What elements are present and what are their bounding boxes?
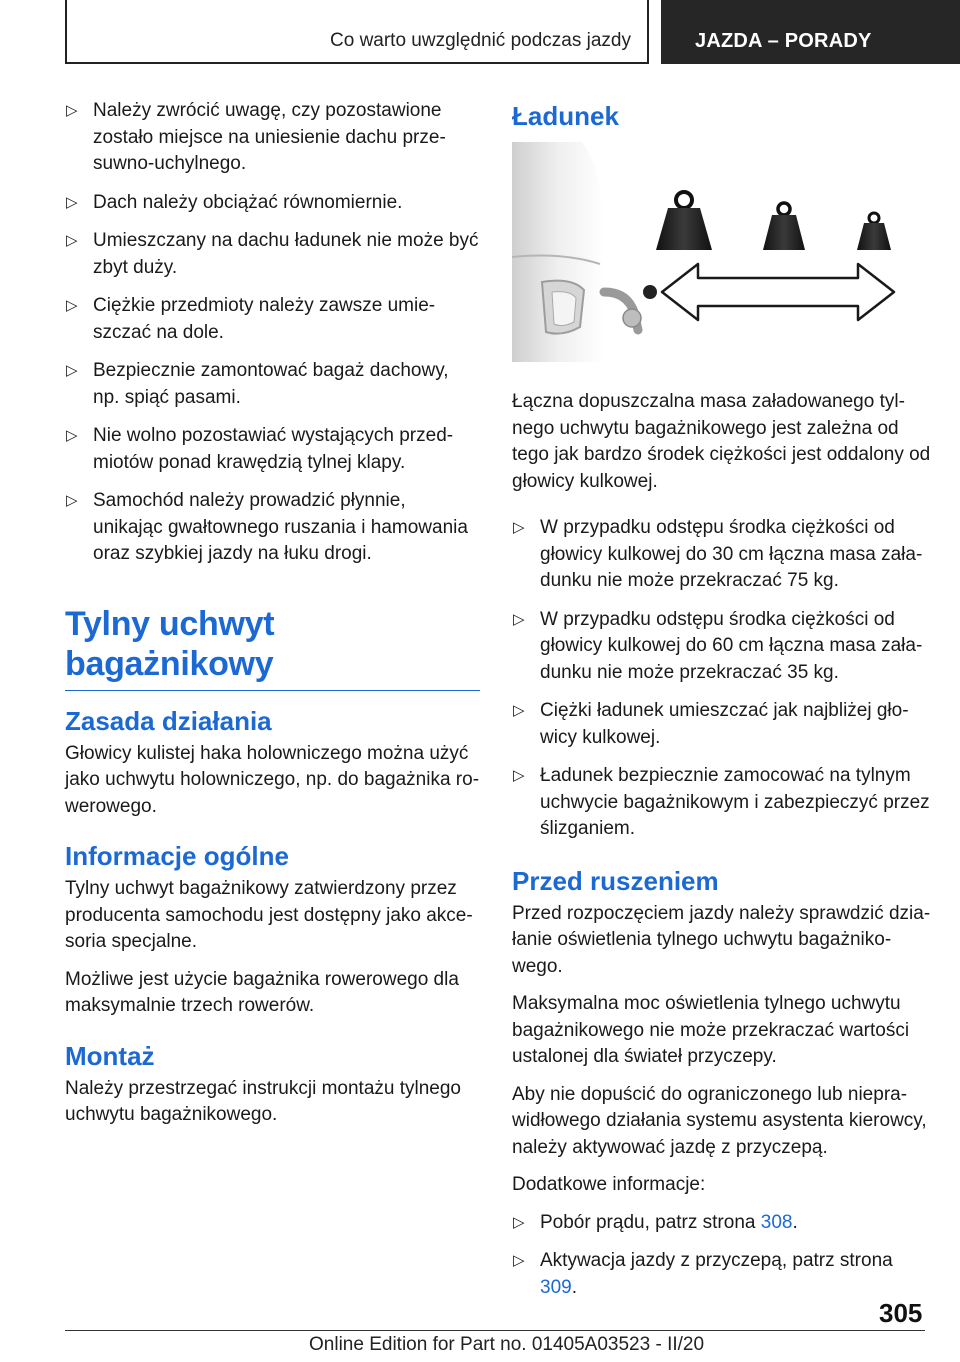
list-item: ▷ Ładunek bezpiecznie zamocować na tylnym uchwycie bagażnikowym i zabezpieczyć przez ślizganiem.: [513, 765, 930, 839]
section-heading-przed-ruszeniem: Przed ruszeniem: [512, 865, 719, 896]
section-heading-informacje: Informacje ogólne: [65, 841, 289, 871]
section-heading-ladunek: Ładunek: [512, 101, 619, 131]
footer-edition: Online Edition for Part no. 01405A03523 - II/20: [309, 1334, 705, 1355]
triangle-bullet-icon: ▷: [66, 297, 78, 314]
section-heading-zasada: Zasada działania: [65, 705, 272, 736]
triangle-bullet-icon: ▷: [66, 492, 78, 509]
left-column: [65, 98, 480, 1140]
list-item: ▷ Umieszczany na dachu ładunek nie może być zbyt duży.: [66, 230, 479, 278]
header-chapter-label: JAZDA – PORADY: [695, 30, 872, 52]
paragraph: Możliwe jest użycie bagażnika rowerowego dla maksymalnie trzech rowerów.: [65, 968, 459, 1016]
triangle-bullet-icon: ▷: [513, 1252, 525, 1269]
paragraph: Aby nie dopuścić do ograniczonego lub nieprawidłowego działania systemu asystenta kierowcy, należy aktywować jazdę z przyczepą.: [512, 1083, 927, 1158]
list-item: ▷ Pobór prądu, patrz strona 308.: [512, 1210, 932, 1237]
list-item: ▷ W przypadku odstępu środka ciężkości od głowicy kulkowej do 60 cm łączna masa załadunku nie może przekraczać 35 kg.: [513, 608, 923, 683]
paragraph: Maksymalna moc oświetlenia tylnego uchwytu bagażnikowego nie może przekraczać wartości ustalonej dla świateł przyczepy.: [512, 993, 910, 1067]
paragraph: Tylny uchwyt bagażnikowy zatwierdzony przez producenta samochodu jest dostępny jako akcesoria specjalne.: [65, 878, 473, 952]
paragraph: Należy przestrzegać instrukcji montażu tylnego uchwytu bagażnikowego.: [65, 1077, 462, 1125]
header-section-title: Co warto uwzględnić podczas jazdy: [330, 30, 631, 51]
list-item: ▷ Bezpiecznie zamontować bagaż dachowy, np. spiąć pasami.: [66, 360, 449, 408]
list-item: ▷ Nie wolno pozostawiać wystających przedmiotów ponad krawędzią tylnej klapy.: [66, 425, 454, 473]
triangle-bullet-icon: ▷: [66, 102, 78, 119]
triangle-bullet-icon: ▷: [66, 427, 78, 444]
list-item: ▷ Dach należy obciążać równomiernie.: [65, 190, 480, 217]
footer-divider: [65, 1330, 925, 1331]
roof-load-bullet-list: [65, 98, 480, 568]
main-heading: Tylny uchwyt bagażnikowy: [65, 604, 480, 691]
tow-hook-icon: [604, 285, 657, 330]
triangle-bullet-icon: ▷: [513, 519, 525, 536]
triangle-bullet-icon: ▷: [513, 1213, 525, 1231]
light-weight-icon: [857, 213, 891, 250]
paragraph: Głowicy kulistej haka holowniczego można użyć jako uchwytu holowniczego, np. do bagażnika rowerowego.: [65, 742, 480, 817]
section-heading-montaz: Montaż: [65, 1040, 155, 1071]
paragraph: Łączna dopuszczalna masa załadowanego tylnego uchwytu bagażnikowego jest zależna od tego jak bardzo środek ciężkości jest oddalony od głowicy kulkowej.: [512, 391, 931, 492]
page-link-308[interactable]: 308: [760, 1211, 793, 1233]
list-item: ▷ Należy zwrócić uwagę, czy pozostawione zostało miejsce na uniesienie dachu przesuwno-uchylnego.: [66, 100, 446, 174]
triangle-bullet-icon: ▷: [66, 362, 78, 379]
triangle-bullet-icon: ▷: [513, 702, 525, 719]
load-distance-illustration: [512, 142, 912, 362]
list-item: ▷ Ciężkie przedmioty należy zawsze umieszczać na dole.: [66, 295, 436, 343]
header-chapter-tab: [661, 0, 960, 64]
page-number: 305: [879, 1298, 923, 1328]
double-arrow-icon: [662, 264, 894, 320]
load-bullet-list: [512, 515, 932, 843]
header-section-box: [65, 0, 649, 64]
reference-list: [512, 1210, 932, 1302]
paragraph: Przed rozpoczęciem jazdy należy sprawdzić działanie oświetlenia tylnego uchwytu bagażnikowego.: [512, 902, 931, 977]
right-column: [512, 98, 932, 1313]
list-item: ▷ Aktywacja jazdy z przyczepą, patrz strona 309.: [513, 1250, 893, 1298]
paragraph: Dodatkowe informacje:: [512, 1174, 706, 1195]
medium-weight-icon: [763, 203, 805, 250]
page-link-309[interactable]: 309: [540, 1276, 572, 1298]
triangle-bullet-icon: ▷: [513, 610, 525, 628]
triangle-bullet-icon: ▷: [513, 767, 525, 784]
car-rear-icon: [512, 142, 604, 362]
list-item: ▷ Samochód należy prowadzić płynnie, unikając gwałtownego ruszania i hamowania oraz szybkiej jazdy na łuku drogi.: [66, 490, 468, 564]
list-item: ▷ Ciężki ładunek umieszczać jak najbliżej głowicy kulkowej.: [513, 700, 909, 748]
triangle-bullet-icon: ▷: [66, 232, 78, 249]
triangle-bullet-icon: ▷: [66, 193, 78, 211]
list-item: ▷ W przypadku odstępu środka ciężkości od głowicy kulkowej do 30 cm łączna masa załadunku nie może przekraczać 75 kg.: [513, 517, 923, 591]
heavy-weight-icon: [656, 192, 712, 250]
